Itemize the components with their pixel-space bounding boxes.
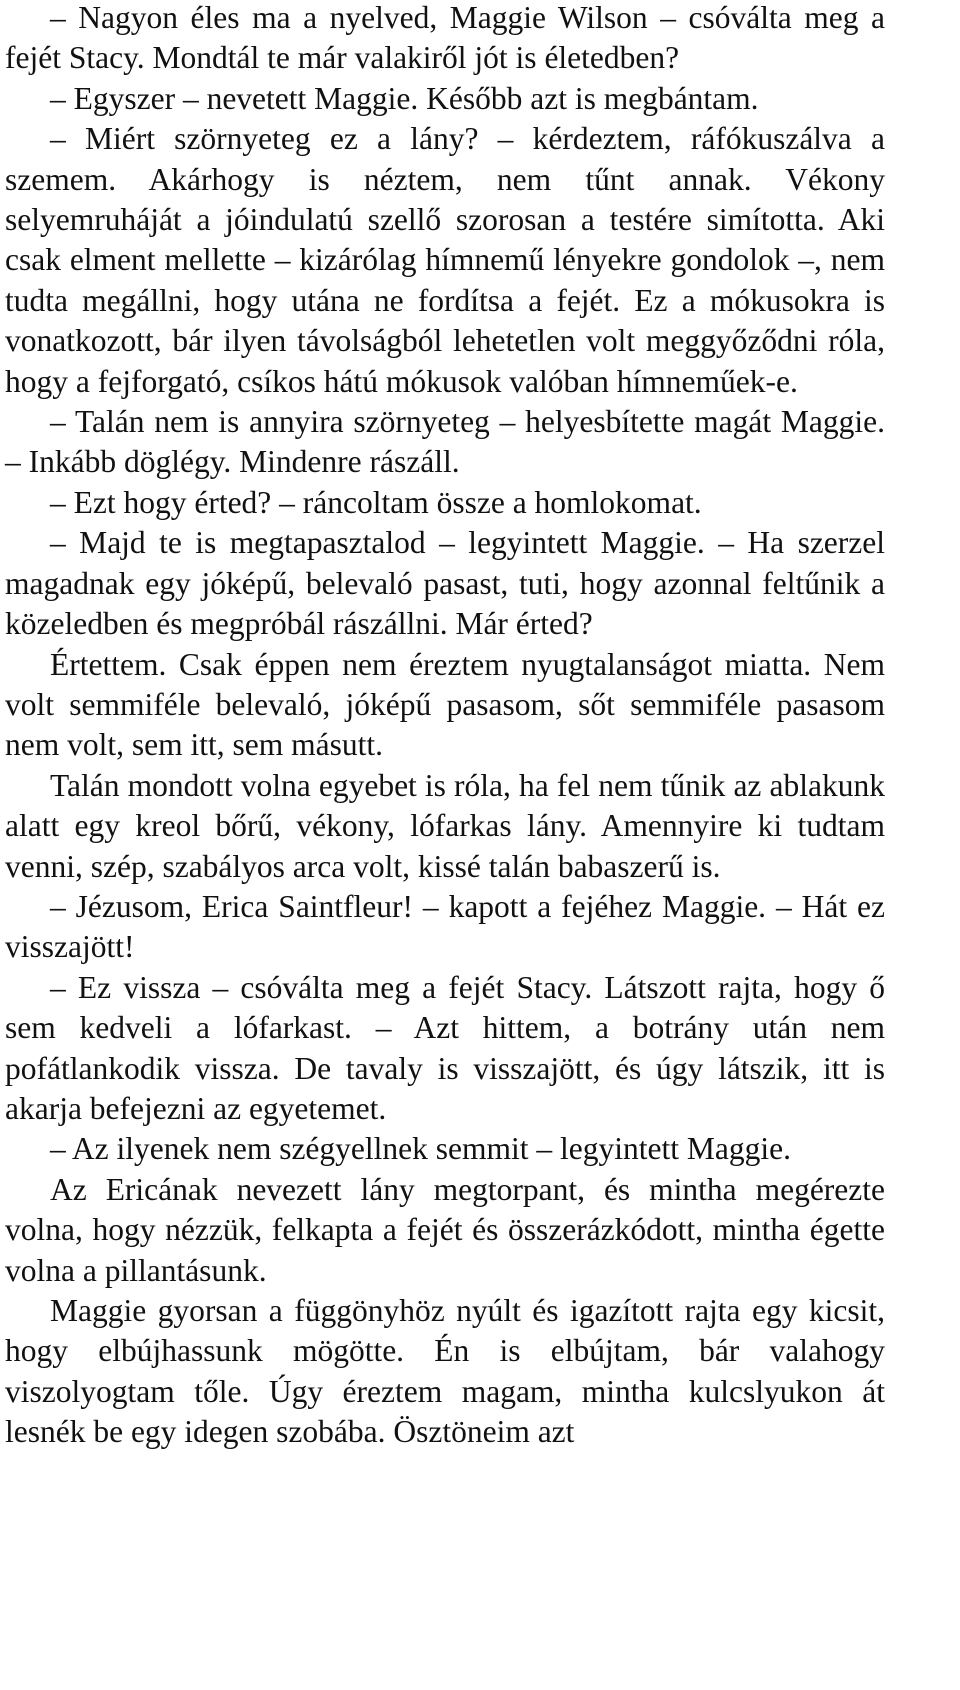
paragraph: – Nagyon éles ma a nyelved, Maggie Wilson – csóválta meg a fejét Stacy. Mondtál te már valakiről jót is életedben? [5,0,885,76]
paragraph: Talán mondott volna egyebet is róla, ha fel nem tűnik az ablakunk alatt egy kreol bőrű, vékony, lófarkas lány. Amennyire ki tudtam venni, szép, szabályos arca volt, kissé talán babaszerű is. [5,767,885,884]
paragraph: – Talán nem is annyira szörnyeteg – helyesbítette magát Maggie. – Inkább döglégy. Mindenre rászáll. [5,404,885,480]
paragraph: Értettem. Csak éppen nem éreztem nyugtalanságot miatta. Nem volt semmiféle belevaló, jóképű pasasom, sőt semmiféle pasasom nem volt, sem itt, sem másutt. [5,646,885,763]
paragraph: – Ezt hogy érted? – ráncoltam össze a homlokomat. [50,484,702,520]
paragraph: – Miért szörnyeteg ez a lány? – kérdeztem, ráfókuszálva a szemem. Akárhogy is néztem, nem tűnt annak. Vékony selyemruháját a jóindulatú szellő szorosan a testére simította. Aki csak elment mellette – kizárólag hímnemű lényekre gondolok –, nem tudta megállni, hogy utána ne fordítsa a fejét. Ez a mókusokra is vonatkozott, bár ilyen távolságból lehetetlen volt meggyőződni róla, hogy a fejforgató, csíkos hátú mókusok valóban hímneműek-e. [5,121,885,399]
paragraph: Maggie gyorsan a függönyhöz nyúlt és igazított rajta egy kicsit, hogy elbújhassunk mögötte. Én is elbújtam, bár valahogy viszolyogtam tőle. Úgy éreztem magam, mintha kulcslyukon át lesnék be egy idegen szobába. Ösztöneim azt [5,1293,885,1450]
paragraph: – Az ilyenek nem szégyellnek semmit – legyintett Maggie. [50,1131,791,1167]
page-text [5,0,885,1453]
paragraph: – Ez vissza – csóválta meg a fejét Stacy. Látszott rajta, hogy ő sem kedveli a lófarkast. – Azt hittem, a botrány után nem pofátlankodik vissza. De tavaly is visszajött, és úgy látszik, itt is akarja befejezni az egyetemet. [5,969,885,1126]
paragraph: – Egyszer – nevetett Maggie. Később azt is megbántam. [50,80,759,116]
paragraph: – Jézusom, Erica Saintfleur! – kapott a fejéhez Maggie. – Hát ez visszajött! [5,888,885,965]
paragraph: – Majd te is megtapasztalod – legyintett Maggie. – Ha szerzel magadnak egy jóképű, belevaló pasast, tuti, hogy azonnal feltűnik a közeledben és megpróbál rászállni. Már érted? [5,525,885,642]
paragraph: Az Ericának nevezett lány megtorpant, és mintha megérezte volna, hogy nézzük, felkapta a fejét és összerázkódott, mintha égette volna a pillantásunk. [5,1171,885,1288]
